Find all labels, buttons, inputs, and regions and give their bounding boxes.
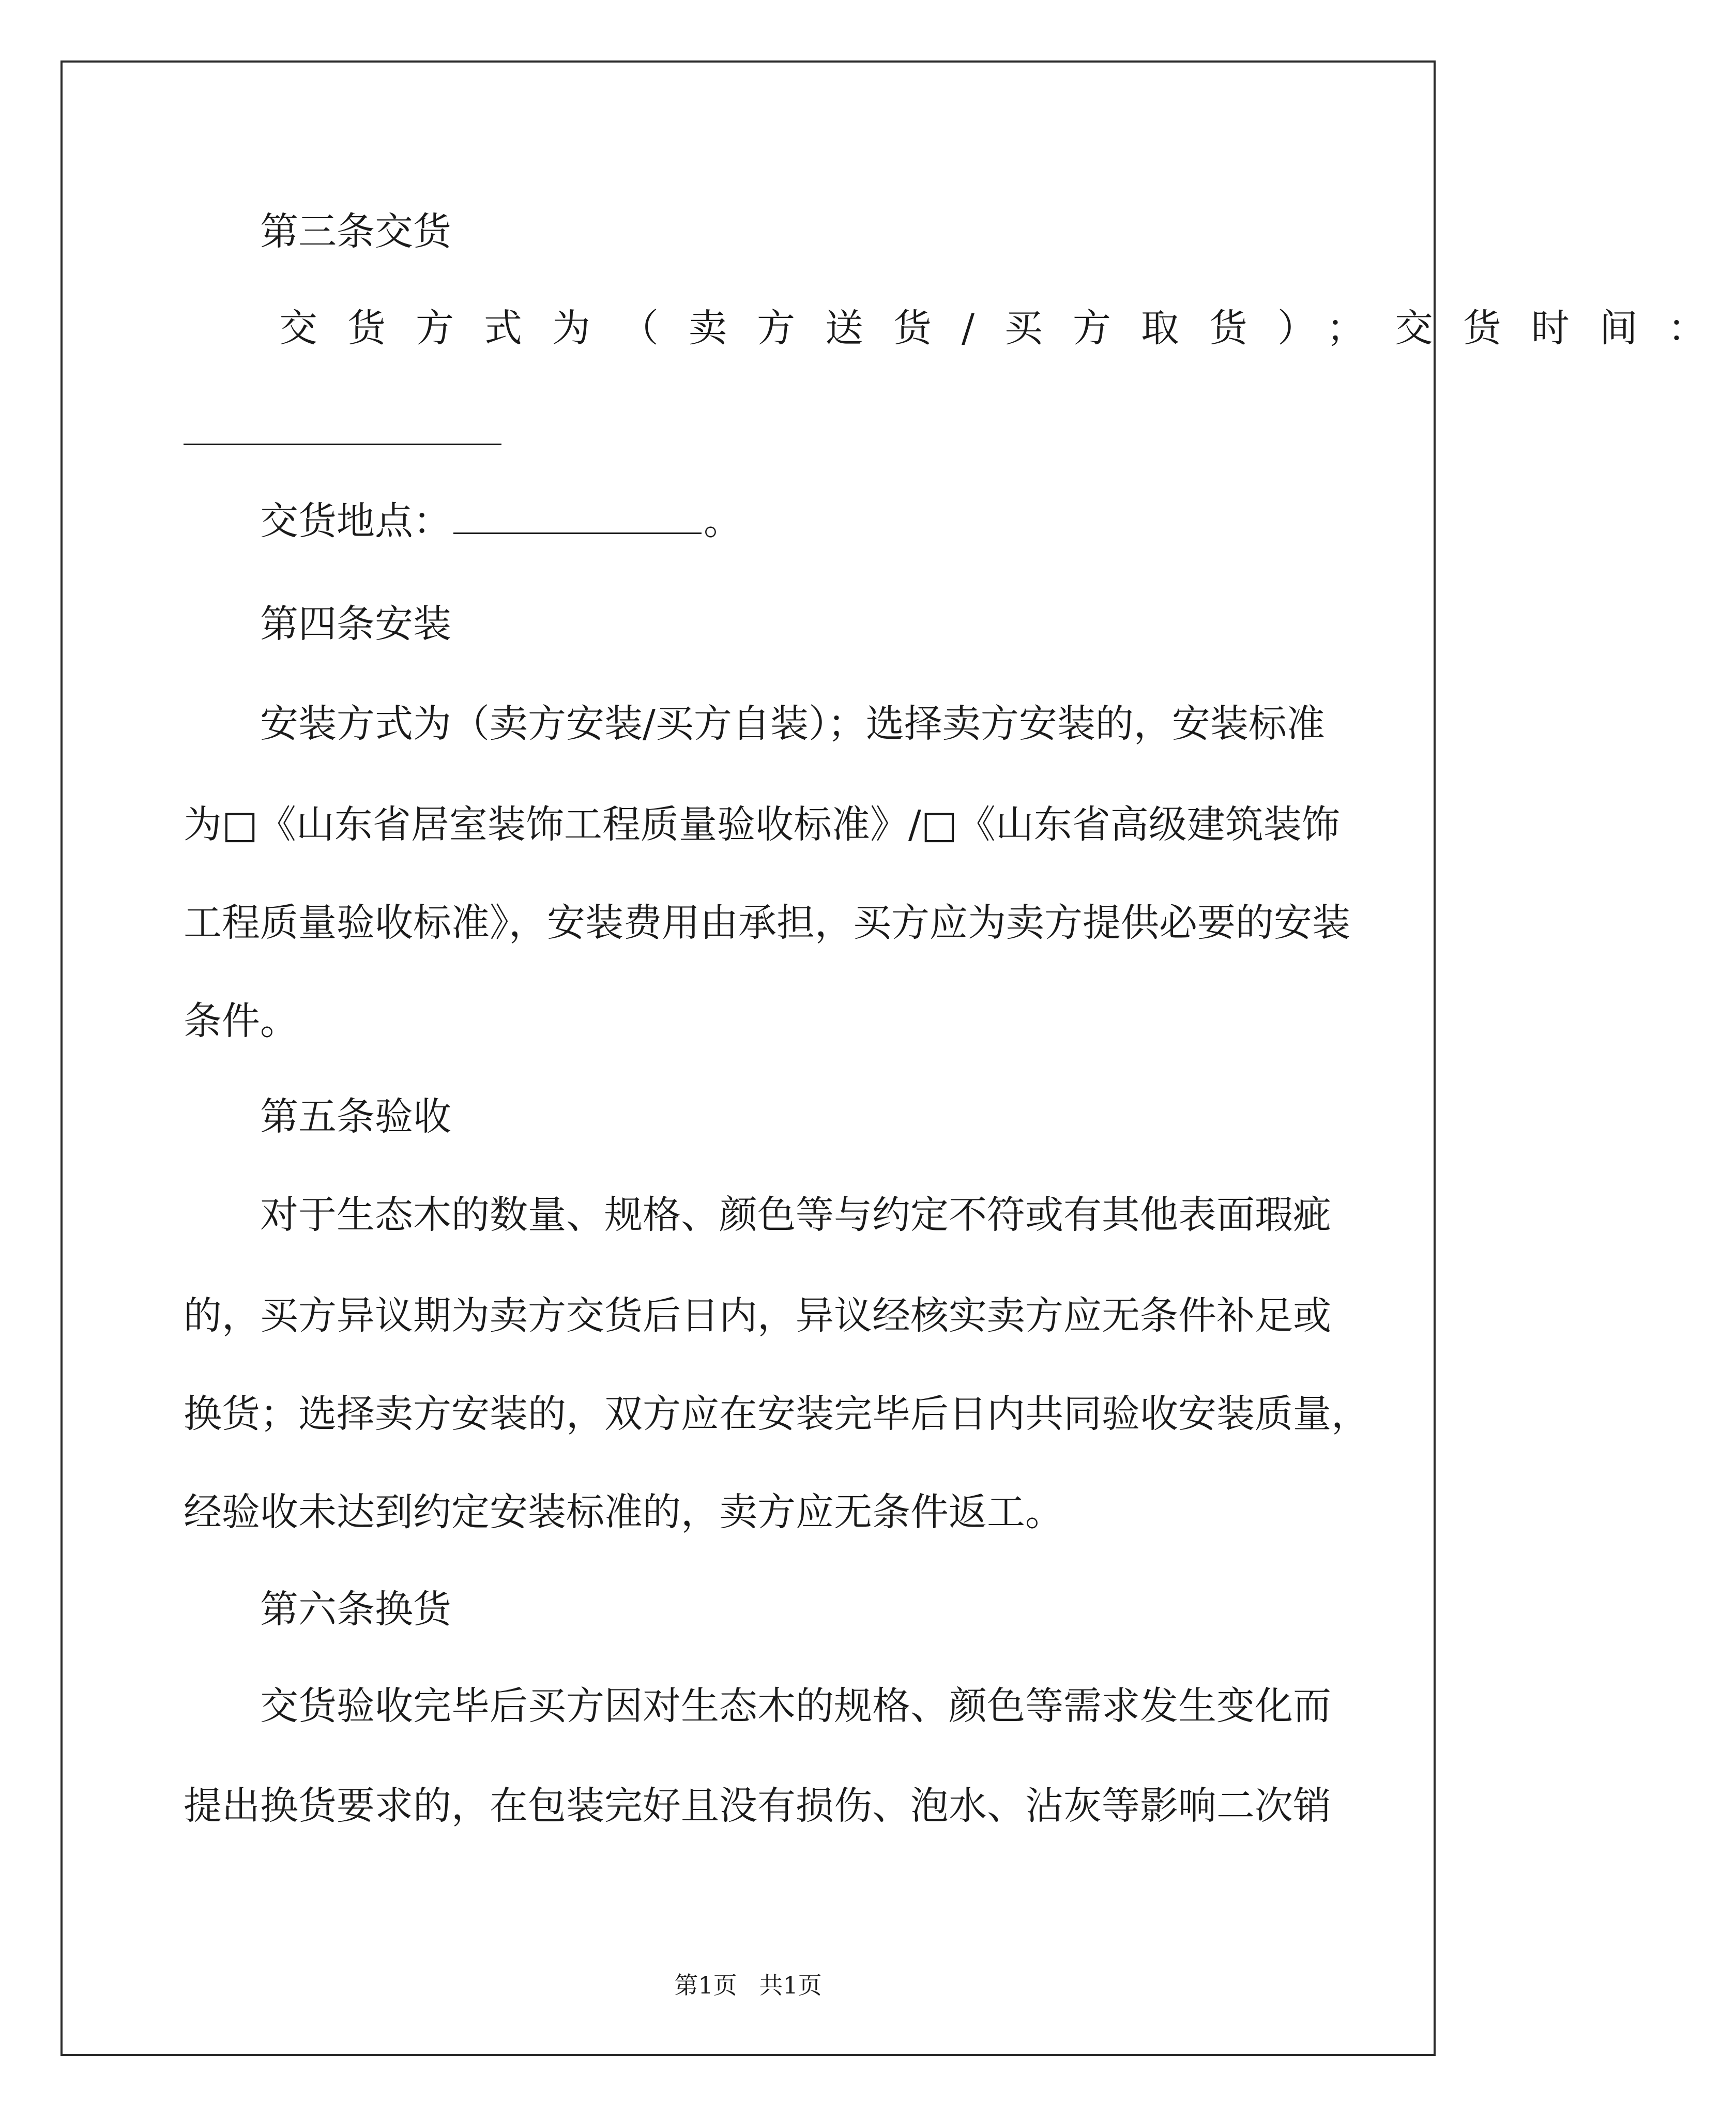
page-border [60, 60, 1436, 2056]
article-5-line-1: 对于生态木的数量、规格、颜色等与约定不符或有其他表面瑕疵 [260, 1193, 1331, 1237]
page-footer [0, 1970, 1496, 2001]
article-4-heading: 第四条安装 [260, 602, 451, 646]
article-4-line-1: 安装方式为（卖方安装/买方自装）；选择卖方安装的，安装标准 [260, 702, 1325, 746]
delivery-place-end: 。 [704, 499, 742, 543]
article-6-heading: 第六条换货 [260, 1587, 451, 1632]
delivery-place-label: 交货地点： [260, 499, 451, 543]
article-4-line-4: 条件。 [184, 999, 298, 1043]
delivery-place-blank [453, 503, 702, 534]
delivery-time-blank [184, 444, 501, 445]
article-4-line-2: 为□《山东省居室装饰工程质量验收标准》/□《山东省高级建筑装饰 [184, 802, 1340, 847]
article-3-delivery-method: 交货方式为（卖方送货/买方取货）；交货时间： [279, 306, 1736, 351]
article-5-heading: 第五条验收 [260, 1094, 451, 1139]
article-3-heading: 第三条交货 [260, 209, 451, 254]
article-6-line-2: 提出换货要求的，在包装完好且没有损伤、泡水、沾灰等影响二次销 [184, 1784, 1331, 1828]
article-3-delivery-place [260, 495, 742, 547]
article-6-line-1: 交货验收完毕后买方因对生态木的规格、颜色等需求发生变化而 [260, 1684, 1331, 1728]
page-total: 共1页 [759, 1971, 822, 1999]
article-5-line-2: 的，买方异议期为卖方交货后日内，异议经核实卖方应无条件补足或 [184, 1293, 1331, 1338]
article-5-line-3: 换货；选择卖方安装的，双方应在安装完毕后日内共同验收安装质量， [184, 1392, 1369, 1436]
article-4-line-3: 工程质量验收标准》，安装费用由承担，买方应为卖方提供必要的安装 [184, 901, 1350, 945]
page-number: 第1页 [674, 1971, 737, 1999]
article-5-line-4: 经验收未达到约定安装标准的，卖方应无条件返工。 [184, 1490, 1063, 1534]
